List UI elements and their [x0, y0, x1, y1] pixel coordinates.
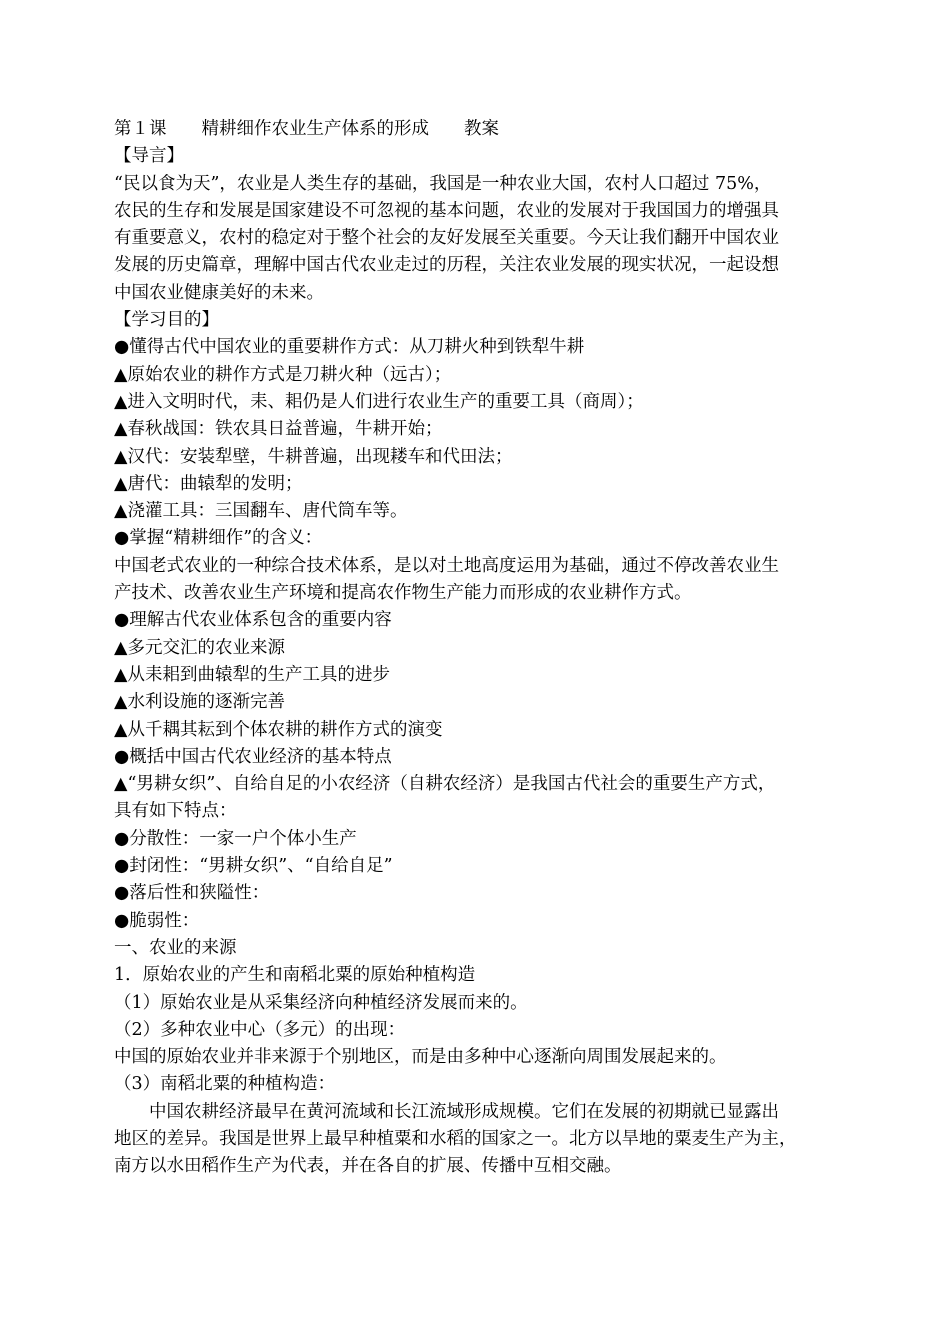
feature-bullet: ●封闭性：“男耕女织”、“自给自足”: [114, 856, 393, 877]
document-page: [114, 116, 842, 1181]
goal-bullet: ●掌握“精耕细作”的含义：: [114, 528, 323, 549]
numbered-item: （1）原始农业是从采集经济向种植经济发展而来的。: [114, 992, 528, 1013]
feature-bullet: ●分散性：一家一户个体小生产: [114, 828, 357, 849]
goal-bullet: ●概括中国古代农业经济的基本特点: [114, 746, 392, 767]
body-line: 南方以水田稻作生产为代表，并在各自的扩展、传播中互相交融。: [114, 1156, 622, 1177]
goal-subitem: ▲进入文明时代，耒、耜仍是人们进行农业生产的重要工具（商周）；: [114, 391, 644, 412]
goal-bullet: ●理解古代农业体系包含的重要内容: [114, 610, 392, 631]
goal-subitem: ▲唐代：曲辕犁的发明；: [114, 473, 303, 494]
intro-paragraph-line: 农民的生存和发展是国家建设不可忽视的基本问题，农业的发展对于我国国力的增强具: [114, 200, 779, 221]
goal-subitem: ▲“男耕女织”、自给自足的小农经济（自耕农经济）是我国古代社会的重要生产方式，: [114, 774, 776, 795]
goal-subitem: ▲春秋战国：铁农具日益普遍，牛耕开始；: [114, 419, 443, 440]
subsection-heading: 1．原始农业的产生和南稻北粟的原始种植构造: [114, 965, 476, 986]
goal-bullet: ●懂得古代中国农业的重要耕作方式：从刀耕火种到铁犁牛耕: [114, 337, 585, 358]
intro-paragraph-line: 中国农业健康美好的未来。: [114, 282, 324, 303]
body-line: 地区的差异。我国是世界上最早种植粟和水稻的国家之一。北方以旱地的粟麦生产为主，: [114, 1128, 797, 1149]
intro-paragraph-line: “民以食为天”，农业是人类生存的基础，我国是一种农业大国，农村人口超过 75%，: [114, 173, 772, 194]
goal-subitem: ▲原始农业的耕作方式是刀耕火种（远古）；: [114, 364, 452, 385]
goal-subitem-continuation: 具有如下特点：: [114, 801, 237, 822]
goal-subitem: ▲多元交汇的农业来源: [114, 637, 285, 658]
section-heading-origin: 一、农业的来源: [114, 937, 237, 958]
feature-bullet: ●落后性和狭隘性：: [114, 883, 270, 904]
intro-paragraph-line: 发展的历史篇章，理解中国古代农业走过的历程，关注农业发展的现实状况，一起设想: [114, 255, 779, 276]
intro-paragraph-line: 有重要意义，农村的稳定对于整个社会的友好发展至关重要。今天让我们翻开中国农业: [114, 228, 779, 249]
body-line: 中国的原始农业并非来源于个别地区，而是由多种中心逐渐向周围发展起来的。: [114, 1047, 727, 1068]
definition-line: 中国老式农业的一种综合技术体系，是以对土地高度运用为基础，通过不停改善农业生: [114, 555, 779, 576]
numbered-item: （3）南稻北粟的种植构造：: [114, 1074, 336, 1095]
definition-line: 产技术、改善农业生产环境和提高农作物生产能力而形成的农业耕作方式。: [114, 583, 692, 604]
section-heading-intro: 【导言】: [114, 146, 184, 167]
goal-subitem: ▲浇灌工具：三国翻车、唐代筒车等。: [114, 501, 408, 522]
goal-subitem: ▲从耒耜到曲辕犁的生产工具的进步: [114, 664, 390, 685]
goal-subitem: ▲汉代：安装犁壁，牛耕普遍，出现耧车和代田法；: [114, 446, 513, 467]
numbered-item: （2）多种农业中心（多元）的出现：: [114, 1019, 406, 1040]
section-heading-goals: 【学习目的】: [114, 310, 219, 331]
feature-bullet: ●脆弱性：: [114, 910, 200, 931]
document-title: 第１课 精耕细作农业生产体系的形成 教案: [114, 119, 499, 139]
goal-subitem: ▲从千耦其耘到个体农耕的耕作方式的演变: [114, 719, 443, 740]
goal-subitem: ▲水利设施的逐渐完善: [114, 692, 285, 713]
body-line: 中国农耕经济最早在黄河流域和长江流域形成规模。它们在发展的初期就已显露出: [114, 1101, 779, 1122]
